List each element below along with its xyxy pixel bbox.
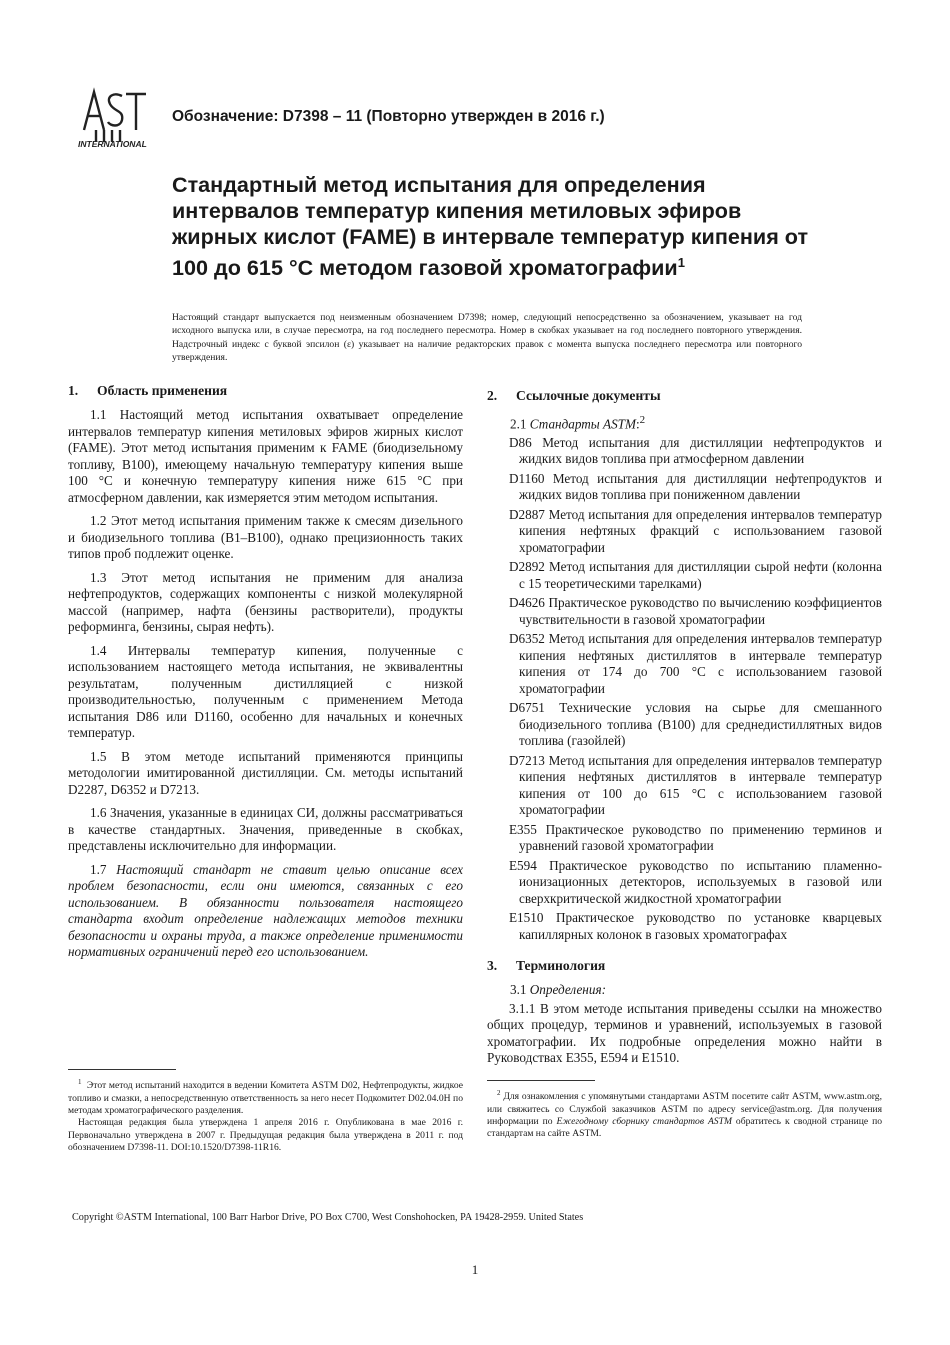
reference-item: D7213 Метод испытания для определения интервалов температур кипения нефтяных дистиллятов в интервале температур кипения от 100 до 615 °C с использованием газовой хроматографии [509,752,882,818]
reference-item: D2892 Метод испытания для дистилляции сырой нефти (колонна с 15 теоретическими тарелками) [509,559,882,591]
page-number: 1 [471,1262,479,1277]
reference-item: E594 Практическое руководство по испытанию пламенно-ионизационных детекторов, используемых в газовой или сверхкритической жидкостной хроматографии [509,857,882,906]
title-footnote-mark: 1 [677,255,685,270]
document-title [172,172,832,281]
section3-heading: 3. Терминология [487,958,606,974]
paragraph-1-3: 1.3 Этот метод испытания не применим для анализа нефтепродуктов, содержащих компоненты с низкой молекулярной массой (например, нафта (бензины растворители), продукты реформинга, бензины, сырая нефть). [68,569,463,634]
reference-item: D1160 Метод испытания для дистилляции нефтепродуктов и жидких видов топлива при пониженном давлении [509,470,882,503]
right-column [487,387,882,1074]
paragraph-3-1-1: 3.1.1 В этом методе испытания приведены ссылки на множество общих процедур, терминов и уравнений, используемых в газовой хроматографии. Их подробные определения можно найти в Руководствах E355, E594 и E1510. [487,1000,882,1066]
paragraph-1-4: 1.4 Интервалы температур кипения, полученные с использованием настоящего метода испытания, не эквивалентны результатам, полученным дистилляцией с низкой производительностью, полученным с применением Метода испытания D86 или D1160, особенно для начальных и конечных температур. [68,642,463,740]
paragraph-1-1: 1.1 Настоящий метод испытания охватывает определение интервалов температур кипения метиловых эфиров жирных кислот (FAME). Этот метод испытания применим к FAME (биодизельному топливу, B100), имеющему начальную температуру кипения выше 100 °C и конечную температуру кипения ниже 615 °C при атмосферном давлении, как измеряется этим методом испытания. [68,407,463,505]
reference-item: D4626 Практическое руководство по вычислению коэффициентов чувствительности в газовой хроматографии [509,595,882,627]
designation: Обозначение: D7398 – 11 (Повторно утвержден в 2016 г.) [172,108,605,125]
reference-item: D2887 Метод испытания для определения интервалов температур кипения нефтяных фракций с использованием газовой хроматографии [509,506,882,555]
reference-item: D6751 Технические условия на сырье для смешанного биодизельного топлива (B100) для среднедистиллятных видов топлива (газойлей) [509,700,882,749]
title-text: Стандартный метод испытания для определения интервалов температур кипения метиловых эфиров жирных кислот (FAME) в интервале температур кипения от 100 до 615 °C методом газовой хроматографии [172,172,809,281]
footnote-1: $^1$ Этот метод испытаний находится в ведении Комитета ASTM D02, Нефтепродукты, жидкое топливо и смазки, а непосредственную ответственность за него несет Подкомитет D02.04.0H по методам хроматографического разделения. Настоящая редакция была утверждена 1 апреля 2016 г. Опубликована в мае 2016 г. Первоначально утверждена в 2007 г. Предыдущая редакция была утверждена в 2011 г. под обозначением D7398-11. DOI:10.1520/D7398-11R16. [68,1078,464,1154]
left-column [68,382,463,968]
paragraph-1-2: 1.2 Этот метод испытания применим также к смесям дизельного и биодизельного топлива (B1–B100), однако прецизионность таких типов проб подлежит оценке. [68,513,463,561]
footnote-2: $^2$ Для ознакомления с упомянутыми стандартами ASTM посетите сайт ASTM, www.astm.org, или свяжитесь со Службой заказчиков ASTM по адресу service@astm.org. Для получения информации по Ежегодному сборнику стандартов ASTM обратитесь к сводной странице по стандартам на сайте ASTM. [487,1089,882,1140]
reference-item: E355 Практическое руководство по применению терминов и уравнений газовой хроматографии [509,821,882,854]
footnote-rule-left [68,1069,176,1070]
standard-notice: Настоящий стандарт выпускается под неизменным обозначением D7398; номер, следующий непосредственно за обозначением, указывает на год исходного выпуска или, в случае пересмотра, на год последнего пересмотра. Номер в скобках указывает на год последнего повторного утверждения. Надстрочный индекс с буквой эпсилон (ε) указывает на наличие редакторских правок с момента выпуска последнего пересмотра или повторного утверждения. [172,312,802,364]
paragraph-1-6: 1.6 Значения, указанные в единицах СИ, должны рассматриваться в качестве стандартных. Значения, приведенные в скобках, представлены исключительно для информации. [68,805,463,853]
section2-heading: 2. Ссылочные документы [487,388,661,403]
logo-subtext: INTERNATIONAL [78,139,147,148]
reference-item: E1510 Практическое руководство по установке кварцевых капиллярных колонок в газовых хроматографах [509,910,882,942]
copyright-notice: Copyright ©ASTM International, 100 Barr Harbor Drive, PO Box C700, West Conshohocken, PA 19428-2959. United States [72,1212,584,1223]
paragraph-1-7: 1.7 Настоящий стандарт не ставит целью описание всех проблем безопасности, если они имеются, связанных с его использованием. В обязанности пользователя настоящего стандарта входит определение надлежащих методов техники безопасности и охраны труда, а также определение применимости нормативных ограничений перед его использованием. [68,861,464,959]
definitions-subheading: 3.1 Определения: [510,982,606,998]
paragraph-1-5: 1.5 В этом методе испытаний применяются принципы методологии имитированной дистилляции. См. методы испытаний D2287, D6352 и D7213. [68,748,463,797]
footnote-rule-right [487,1080,595,1081]
astm-logo [74,86,160,148]
reference-item: D6352 Метод испытания для определения интервалов температур кипения нефтяных дистиллятов в интервале температур кипения от 174 до 700 °C с использованием газовой хроматографии [509,631,882,696]
reference-item: D86 Метод испытания для дистилляции нефтепродуктов и жидких видов топлива при атмосферном давлении [509,434,882,467]
section1-heading: 1. Область применения [68,383,228,398]
astm-standards-subheading: 2.1 Стандарты ASTM:$^2$ [510,414,646,432]
